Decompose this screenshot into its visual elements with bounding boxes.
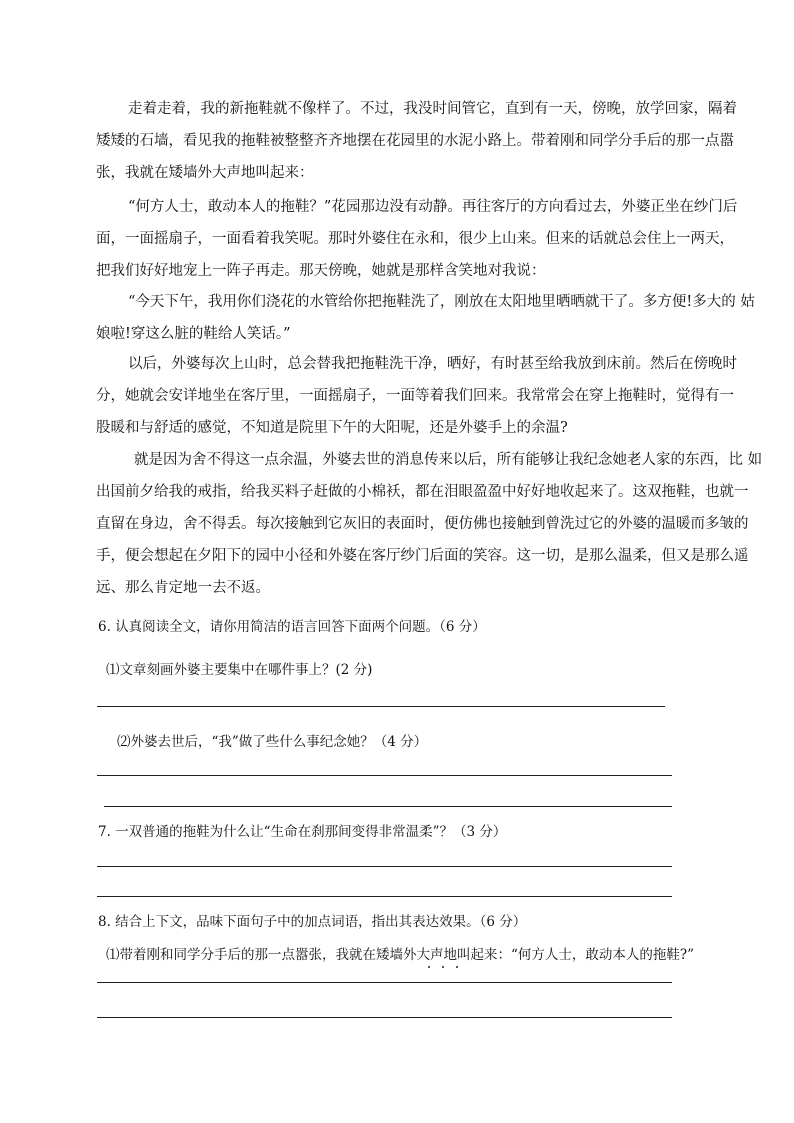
passage-line-5: 面，一面摇扇子，一面看着我笑呢。那时外婆住在永和，很少上山来。但来的话就总会住上一两天， — [96, 231, 734, 247]
question-8: 8. 结合上下文，品味下面句子中的加点词语，指出其表达效果。（6 分） — [98, 914, 527, 930]
passage-line-3: 张，我就在矮墙外大声地叫起来： — [96, 165, 314, 181]
passage-line-6: 把我们好好地宠上一阵子再走。那天傍晚，她就是那样含笑地对我说： — [96, 263, 546, 279]
passage-line-11: 股暖和与舒适的感觉，不知道是院里下午的大阳呢，还是外婆手上的余温? — [96, 420, 568, 436]
passage-line-9: 以后，外婆每次上山时，总会替我把拖鞋洗干净，晒好，有时甚至给我放到床前。然后在傍晚时 — [128, 356, 737, 372]
emphasis-dot — [442, 966, 444, 968]
passage-line-16: 远、那么肯定地一去不返。 — [96, 580, 270, 596]
passage-line-10: 分，她就会安详地坐在客厅里，一面摇扇子，一面等着我们回来。我常常会在穿上拖鞋时，觉得有一 — [96, 388, 734, 404]
question-6-1: ⑴文章刻画外婆主要集中在哪件事上？(2 分) — [106, 662, 373, 678]
passage-line-4: “何方人士，敢动本人的拖鞋？”花园那边没有动静。再往客厅的方向看过去，外婆正坐在纱门后 — [128, 199, 738, 215]
passage-line-1: 走着走着，我的新拖鞋就不像样了。不过，我没时间管它，直到有一天，傍晚，放学回家，隔着 — [128, 101, 737, 117]
answer-line-8b[interactable] — [97, 1017, 672, 1018]
passage-line-13: 出国前夕给我的戒指，给我买料子赶做的小棉袄，都在泪眼盈盈中好好地收起来了。这双拖鞋，也就一 — [96, 484, 749, 500]
question-8-1: ⑴带着刚和同学分手后的那一点嚣张，我就在矮墙外大声地叫起来：“何方人士，敢动本人的拖鞋?” — [106, 947, 695, 963]
passage-line-15: 手，便会想起在夕阳下的园中小径和外婆在客厅纱门后面的笑容。这一切，是那么温柔，但又是那么遥 — [96, 548, 749, 564]
question-6: 6. 认真阅读全文，请你用简洁的语言回答下面两个问题。（6 分） — [98, 619, 486, 635]
answer-line-6-1[interactable] — [97, 706, 665, 707]
answer-line-6-2b[interactable] — [104, 806, 672, 807]
answer-line-7b[interactable] — [97, 896, 672, 897]
question-7: 7. 一双普通的拖鞋为什么让“生命在刹那间变得非常温柔”？（3 分） — [98, 824, 507, 840]
passage-line-7: “今天下午，我用你们浇花的水管给你把拖鞋洗了，刚放在太阳地里晒晒就干了。多方便!多大的 姑 — [128, 294, 755, 310]
answer-line-7a[interactable] — [97, 866, 672, 867]
passage-line-14: 直留在身边，舍不得丢。每次接触到它灰旧的表面时，便仿佛也接触到曾洗过它的外婆的温暖而多皱的 — [96, 516, 749, 532]
emphasis-dot — [428, 966, 430, 968]
emphasis-dot — [456, 966, 458, 968]
question-6-2: ⑵外婆去世后，“我”做了些什么事纪念她？（4 分） — [117, 734, 428, 750]
answer-line-8a[interactable] — [97, 982, 672, 983]
passage-line-12: 就是因为舍不得这一点余温，外婆去世的消息传来以后，所有能够让我纪念她老人家的东西，比 如 — [134, 452, 763, 468]
answer-line-6-2a[interactable] — [97, 775, 672, 776]
passage-line-8: 娘啦!穿这么脏的鞋给人笑话。” — [96, 326, 291, 342]
passage-line-2: 矮矮的石墙，看见我的拖鞋被整整齐齐地摆在花园里的水泥小路上。带着刚和同学分手后的那一点嚣 — [96, 133, 734, 149]
